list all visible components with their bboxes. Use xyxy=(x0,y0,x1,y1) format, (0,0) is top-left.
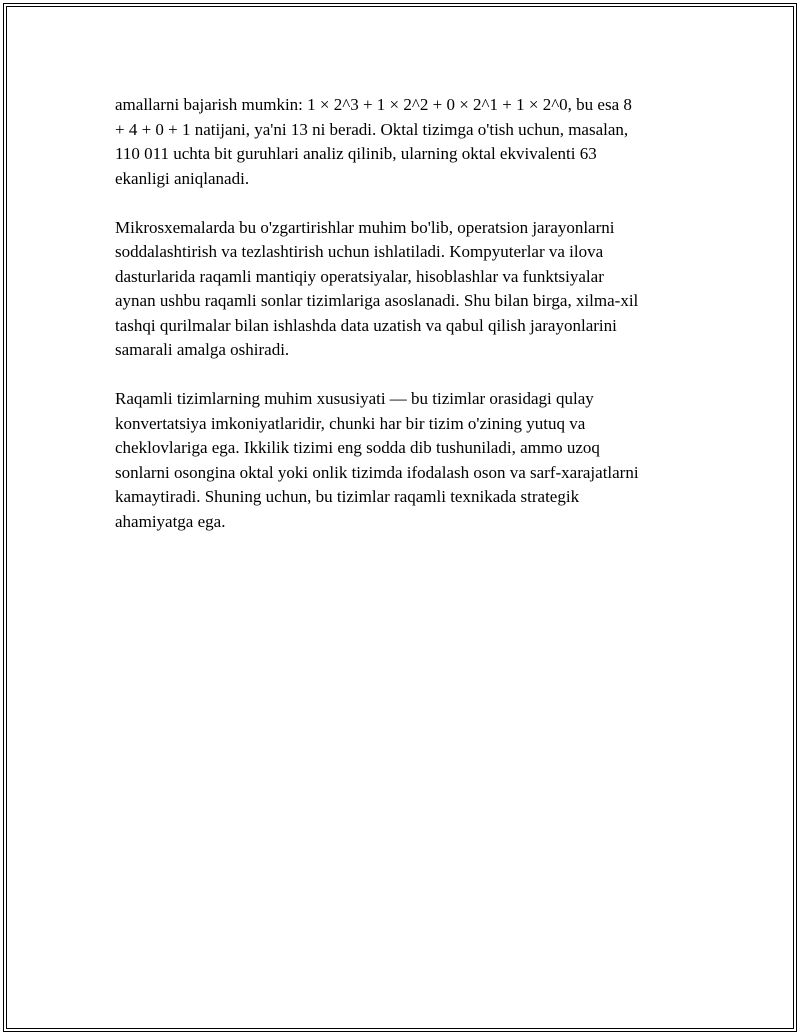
text-line: dasturlarida raqamli mantiqiy operatsiyalar, hisoblashlar va funktsiyalar xyxy=(115,266,604,286)
text-line: cheklovlariga ega. Ikkilik tizimi eng sodda dib tushuniladi, ammo uzoq xyxy=(115,438,600,457)
text-line: soddalashtirish va tezlashtirish uchun ishlatiladi. Kompyuterlar va ilova xyxy=(115,242,604,261)
text-line: + 4 + 0 + 1 natijani, ya'ni 13 ni beradi. Oktal tizimga o'tish uchun, masalan, xyxy=(115,119,629,139)
paragraph-3 xyxy=(115,387,687,534)
document-body xyxy=(115,93,687,559)
text-line: samarali amalga oshiradi. xyxy=(115,340,290,359)
paragraph-1 xyxy=(115,93,687,191)
text-line: ahamiyatga ega. xyxy=(115,511,226,531)
text-line: 110 011 uchta bit guruhlari analiz qilinib, ularning oktal ekvivalenti 63 xyxy=(115,144,597,163)
text-line: tashqi qurilmalar bilan ishlashda data uzatish va qabul qilish jarayonlarini xyxy=(115,315,617,335)
text-line: sonlarni osongina oktal yoki onlik tizimda ifodalash oson va sarf-xarajatlarni xyxy=(115,462,639,482)
text-line: amallarni bajarish mumkin: 1 × 2^3 + 1 × 2^2 + 0 × 2^1 + 1 × 2^0, bu esa 8 xyxy=(115,95,632,114)
text-line: Raqamli tizimlarning muhim xususiyati — bu tizimlar orasidagi qulay xyxy=(115,389,594,408)
text-line: konvertatsiya imkoniyatlaridir, chunki har bir tizim o'zining yutuq va xyxy=(115,413,586,433)
paragraph-2 xyxy=(115,216,687,363)
text-line: aynan ushbu raqamli sonlar tizimlariga asoslanadi. Shu bilan birga, xilma-xil xyxy=(115,291,639,310)
text-line: kamaytiradi. Shuning uchun, bu tizimlar raqamli texnikada strategik xyxy=(115,487,580,506)
text-line: Mikrosxemalarda bu o'zgartirishlar muhim bo'lib, operatsion jarayonlarni xyxy=(115,217,615,237)
text-line: ekanligi aniqlanadi. xyxy=(115,168,250,188)
